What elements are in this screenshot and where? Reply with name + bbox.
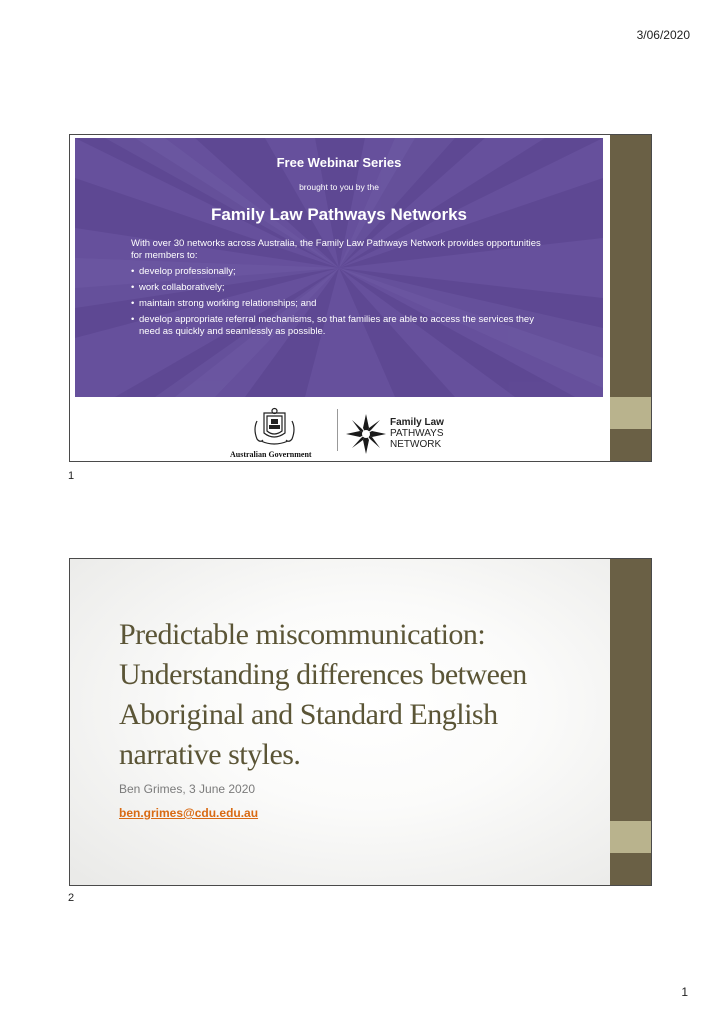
- banner-bullet-list: [131, 266, 551, 342]
- bullet-glyph: •: [131, 314, 135, 325]
- bullet-glyph: •: [131, 298, 135, 309]
- list-item: • maintain strong working relationships; and: [131, 298, 317, 309]
- slide-2: [69, 558, 652, 886]
- banner-heading: Family Law Pathways Networks: [210, 205, 468, 224]
- list-item: • develop professionally;: [131, 266, 236, 277]
- logo-strip: [75, 397, 603, 459]
- author-line: Ben Grimes, 3 June 2020: [119, 782, 256, 796]
- webinar-banner: [75, 138, 603, 397]
- slide-1: [69, 134, 652, 462]
- slide-title: Predictable miscommunication: Understanding differences between Aboriginal and Standard English narrative styles.: [119, 618, 527, 771]
- slide-sidebar: [610, 135, 651, 461]
- sidebar-accent: [610, 397, 651, 429]
- sidebar-accent: [610, 821, 651, 853]
- list-item: • develop appropriate referral mechanisms, so that families are able to access the services they need as quickly and seamlessly as possible.: [131, 314, 534, 337]
- banner-subtitle: brought to you by the: [299, 182, 379, 192]
- slide-sidebar: [610, 559, 651, 885]
- list-item: • work collaboratively;: [131, 282, 225, 293]
- logo-divider: [337, 409, 338, 451]
- email-link[interactable]: ben.grimes@cdu.edu.au: [119, 806, 259, 820]
- slide-number-1: 1: [68, 470, 75, 482]
- page-number: 1: [681, 985, 688, 999]
- page-date: 3/06/2020: [636, 28, 690, 42]
- bullet-glyph: •: [131, 266, 135, 277]
- gov-logo-text: Australian Government: [230, 450, 312, 459]
- flp-network-star-icon: [346, 414, 386, 454]
- banner-intro: With over 30 networks across Australia, the Family Law Pathways Network provides opportunities for members to:: [131, 238, 541, 261]
- slide-number-2: 2: [68, 892, 75, 904]
- bullet-glyph: •: [131, 282, 135, 293]
- banner-title: Free Webinar Series: [276, 155, 402, 170]
- flp-logo-text: Family Law PATHWAYS NETWORK: [390, 417, 444, 450]
